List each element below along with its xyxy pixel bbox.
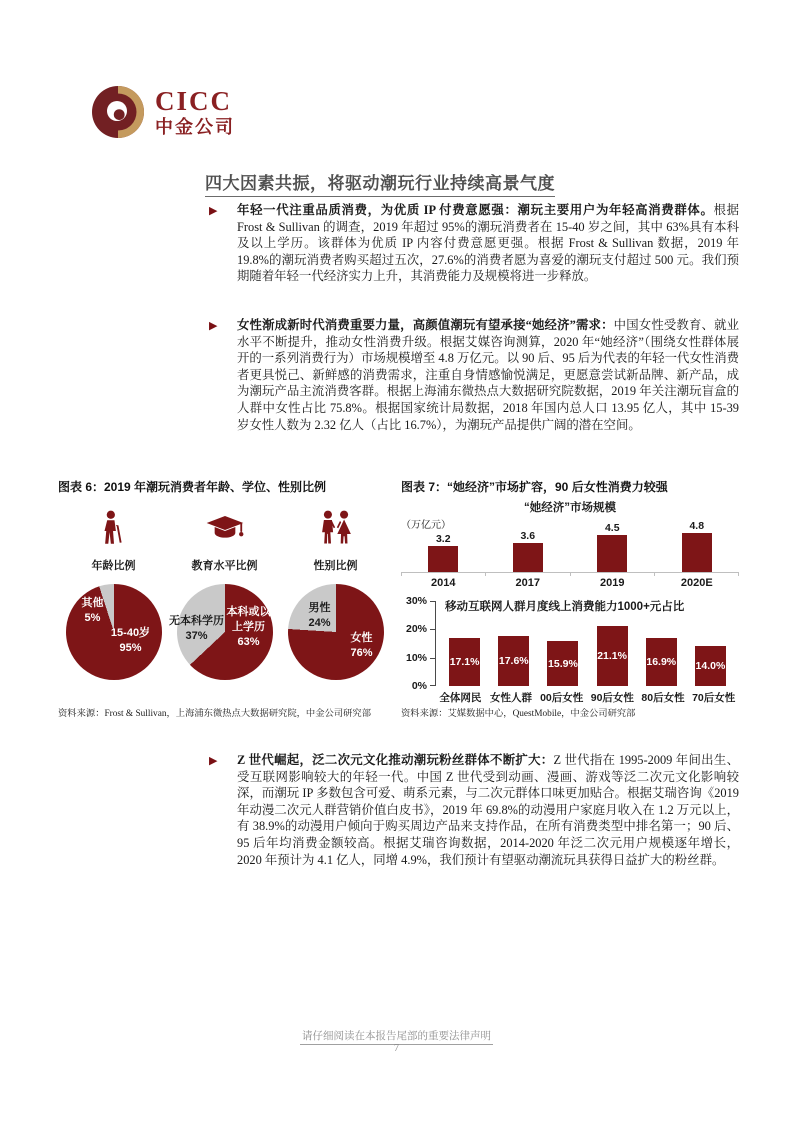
y-axis-tick-label: 0% — [411, 680, 427, 692]
bar-group — [486, 530, 571, 572]
bar-value-label: 3.2 — [435, 533, 451, 545]
bar-value-label: 21.1% — [597, 650, 627, 662]
bullet-rest: 中国女性受教育、就业水平不断提升，推动女性消费升级。根据艾媒咨询测算，2020 年“她经济”（围绕女性群体展开的一系列消费行为）市场规模增至 4.8 万亿元。以 90 后、95 后为代表的年轻一代女性消费者更具悦己、新鲜感的消费需求，注重自身情感愉悦满足，更愿意尝试新品牌、新产品，成为潮玩产品主流消费客群。根据上海浦东微热点大数据研究院数据，2019 年关注潮玩盲盒的人群中女性占比 75.8%。根据国家统计局数据，2018 年国内总人口 13.95 亿人，其中 15-39 岁女性人数为 2.32 亿人（占比 16.7%），为潮玩产品提供广阔的潜在空间。 — [237, 318, 740, 432]
chart-title: “她经济”市场规模 — [524, 502, 616, 514]
online-consumption-chart — [401, 595, 739, 705]
bar-value-label: 17.6% — [498, 655, 529, 667]
x-axis-label: 女性人群 — [490, 692, 532, 704]
bullet-lead: 女性渐成新时代消费重要力量，高颜值潮玩有望承接“她经济”需求： — [237, 318, 614, 332]
bar-value-label: 3.6 — [520, 530, 536, 542]
y-axis-tick — [430, 685, 436, 686]
gender-ratio-pie-chart — [288, 584, 384, 680]
market-chart-categories — [401, 577, 739, 589]
market-chart-tickrow — [401, 573, 739, 576]
brand-name-en: CICC — [155, 86, 233, 116]
pie-title-education: 教育水平比例 — [191, 560, 258, 572]
figure-6-caption: 图表 6：2019 年潮玩消费者年龄、学位、性别比例 — [58, 480, 327, 494]
pie-cell-gender — [280, 584, 391, 680]
education-ratio-pie-chart — [169, 584, 273, 680]
figure-7 — [401, 478, 739, 740]
pie-slice-label: 其他 5% — [81, 597, 104, 624]
cicc-logo-text — [155, 88, 235, 136]
axis-tick — [655, 573, 739, 576]
bar — [597, 626, 628, 686]
bar-value-label: 14.0% — [695, 660, 726, 672]
bullet-text — [237, 752, 739, 868]
bar — [428, 546, 458, 572]
x-axis-label: 70后女性 — [692, 692, 736, 704]
bullet-marker-icon: ▶ — [209, 204, 218, 217]
bullet-text — [237, 317, 739, 433]
pie-slice-label: 本科或以上学历 63% — [226, 606, 271, 648]
chart-unit-label: （万亿元） — [401, 520, 451, 531]
x-axis-label: 00后女性 — [540, 692, 584, 704]
section-heading: 四大因素共振，将驱动潮玩行业持续高景气度 — [205, 169, 555, 197]
x-axis-label: 2014 — [431, 577, 456, 589]
consumption-chart-categories — [435, 690, 739, 705]
pie-cell-age — [58, 584, 169, 680]
bullet-rest: Z 世代指在 1995-2009 年间出生、受互联网影响较大的年轻一代。中国 Z 世代受到动画、漫画、游戏等泛二次元文化影响较深，而潮玩 IP 多数包含可爱、萌系元素，与二次元群体口味更加贴合。根据艾瑞咨询《2019 年动漫二次元人群营销价值白皮书》，2019 年 69.8%的动漫用户家庭月收入在 1.2 万元以上，有 38.9%的动漫用户倾向于购买周边产品来支持作品，在所有消费类型中排名第一；90 后、95 后年均消费金额较高。根据艾瑞咨询数据，2014-2020 年泛二次元用户规模逐年增长，2020 年预计为 4.1 亿人，同增 4.9%，我们预计有望驱动潮流玩具获得日益扩大的粉丝群。 — [237, 753, 739, 867]
she-economy-market-chart — [401, 499, 739, 589]
couple-icon — [280, 501, 391, 551]
cicc-logo-icon — [92, 86, 144, 138]
footer-disclaimer: 请仔细阅读在本报告尾部的重要法律声明 — [0, 1026, 793, 1044]
brand-name-cn: 中金公司 — [155, 117, 235, 137]
x-axis-label: 全体网民 — [439, 692, 482, 704]
bar — [513, 543, 543, 572]
figure-6-pies — [58, 584, 391, 680]
pie-slice-label: 男性 24% — [308, 602, 331, 629]
market-chart-columns — [401, 516, 739, 573]
bar — [498, 636, 529, 686]
elderly-person-cane-icon — [58, 501, 169, 551]
bullet-female-consumption — [205, 317, 739, 433]
x-axis-label: 2019 — [600, 577, 625, 589]
bar-value-label: 16.9% — [646, 656, 677, 668]
y-axis-labels — [401, 595, 435, 692]
bar — [597, 535, 627, 572]
bar-value-label: 15.9% — [548, 657, 578, 670]
axis-tick — [571, 573, 655, 576]
x-axis-label: 2020E — [680, 577, 713, 589]
figure-6 — [58, 478, 391, 740]
y-axis-tick-label: 30% — [405, 595, 427, 607]
bullet-lead: 年轻一代注重品质消费，为优质 IP 付费意愿强：潮玩主要用户为年轻高消费群体。 — [237, 203, 714, 217]
y-axis-tick — [430, 658, 436, 659]
bar — [682, 533, 712, 572]
pie-title-age: 年龄比例 — [91, 560, 136, 572]
bullet-lead: Z 世代崛起，泛二次元文化推动潮玩粉丝群体不断扩大： — [237, 753, 554, 767]
bar — [646, 638, 677, 686]
bullet-marker-icon: ▶ — [209, 319, 218, 332]
figure-7-source: 资料来源：艾媒数据中心，QuestMobile，中金公司研究部 — [401, 709, 636, 719]
bar — [547, 641, 578, 686]
y-axis-tick — [430, 601, 436, 602]
bar — [449, 638, 480, 686]
figure-6-icons — [58, 501, 391, 551]
bar-value-label: 4.8 — [689, 520, 705, 532]
graduation-cap-icon — [169, 501, 280, 551]
pie-slice-label: 无本科学历 37% — [169, 615, 224, 642]
figure-7-caption: 图表 7：“她经济”市场扩容，90 后女性消费力较强 — [401, 480, 668, 494]
bar-group — [686, 601, 735, 686]
axis-tick — [486, 573, 570, 576]
page-number: 7 — [393, 1043, 400, 1054]
axis-tick — [401, 573, 486, 576]
chart-title: 移动互联网人群月度线上消费能力1000+元占比 — [445, 601, 685, 613]
cicc-logo — [92, 86, 235, 138]
bar-group — [401, 533, 486, 572]
figure-6-pie-titles — [58, 557, 391, 573]
x-axis-label: 80后女性 — [641, 692, 685, 704]
bullet-text — [237, 202, 739, 285]
pie-slice-label: 女性 76% — [350, 632, 373, 659]
bar-value-label: 17.1% — [449, 656, 480, 668]
bar-group — [570, 522, 655, 572]
bar — [695, 646, 726, 686]
bullet-marker-icon: ▶ — [209, 754, 218, 767]
pie-slice-label: 15-40岁 95% — [110, 627, 151, 654]
y-axis-tick — [430, 629, 436, 630]
age-ratio-pie-chart — [66, 584, 162, 680]
bar-group — [655, 520, 740, 572]
figure-6-source: 资料来源：Frost & Sullivan，上海浦东微热点大数据研究院，中金公司研究部 — [58, 709, 372, 719]
bullet-young-generation — [205, 202, 739, 285]
y-axis-tick-label: 10% — [405, 651, 427, 664]
pie-title-gender: 性别比例 — [313, 560, 358, 572]
pie-cell-education — [169, 584, 280, 680]
bullet-rest: 根据 Frost & Sullivan 的调查，2019 年超过 95%的潮玩消费者在 15-40 岁之间，其中 63%具有本科及以上学历。该群体为优质 IP 内容付费意愿更强。根据 Frost & Sullivan 数据，2019 年 19.8%的潮玩消费者购买超过五次，27.6%的消费者愿为喜爱的潮玩支付超过 500 元。我们预期随着年轻一代经济实力上升，其消费能力及规模将进一步释放。 — [237, 203, 740, 284]
bullet-gen-z — [205, 752, 739, 868]
bar-value-label: 4.5 — [604, 522, 620, 534]
x-axis-label: 2017 — [515, 577, 540, 589]
figures-row — [58, 478, 739, 740]
x-axis-label: 90后女性 — [590, 692, 634, 704]
y-axis-tick-label: 20% — [405, 623, 427, 636]
